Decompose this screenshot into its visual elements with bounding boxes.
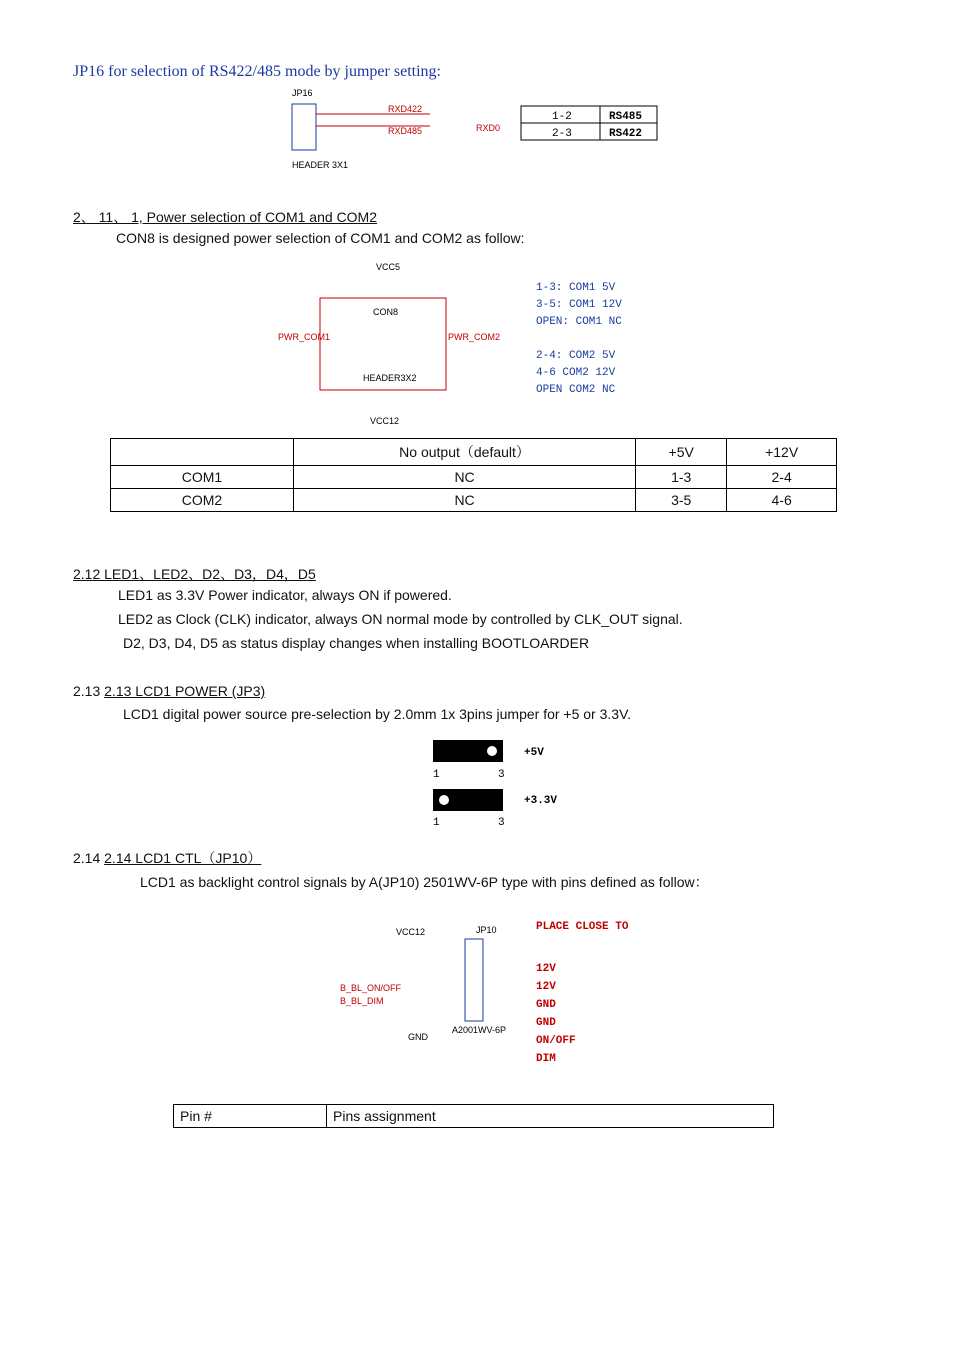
con8-note: 2-4: COM2 5V	[536, 350, 616, 362]
jp16-row2-mode: RS422	[609, 128, 643, 140]
jp10-note: DIM	[536, 1053, 556, 1065]
table-header-cell: +5V	[636, 439, 727, 466]
table-row	[111, 489, 837, 512]
d2-d5-desc: D2, D3, D4, D5 as status display changes when installing BOOTLOARDER	[123, 635, 590, 651]
jp10-schematic	[300, 915, 650, 1080]
place-close-label: PLACE CLOSE TO	[536, 921, 629, 933]
jp10-note: ON/OFF	[536, 1035, 576, 1047]
jp10-note: 12V	[536, 981, 556, 993]
con8-note: OPEN: COM1 NC	[536, 316, 622, 328]
jp16-row1-mode: RS485	[609, 111, 643, 123]
jp16-schematic	[270, 86, 680, 176]
jp10-label: JP10	[476, 925, 497, 935]
bl-dim-label: B_BL_DIM	[340, 996, 384, 1006]
led1-desc: LED1 as 3.3V Power indicator, always ON if powered.	[118, 587, 452, 603]
con8-note: 3-5: COM1 12V	[536, 299, 622, 311]
led2-desc: LED2 as Clock (CLK) indicator, always ON normal mode by controlled by CLK_OUT signal.	[118, 611, 683, 627]
pin3-label: 3	[498, 817, 505, 827]
pin3-label: 3	[498, 769, 505, 781]
header3x2-label: HEADER3X2	[363, 373, 417, 383]
pin1-label: 1	[433, 817, 440, 827]
jp16-footer: HEADER 3X1	[292, 160, 349, 170]
pwr-com2-label: PWR_COM2	[448, 332, 501, 342]
jp16-label: JP16	[292, 88, 313, 98]
table-cell: 4-6	[727, 489, 837, 512]
section-2-14-heading: 2.14 2.14 LCD1 CTL（JP10）	[73, 850, 262, 866]
jp16-row1-pins: 1-2	[552, 111, 572, 123]
table-cell: 2-4	[727, 466, 837, 489]
gnd-label: GND	[408, 1032, 428, 1042]
bl-onoff-label: B_BL_ON/OFF	[340, 983, 402, 993]
table-row	[111, 466, 837, 489]
pin1-label: 1	[433, 769, 440, 781]
con8-note: 1-3: COM1 5V	[536, 282, 616, 294]
rxd0-label: RXD0	[476, 123, 501, 133]
power-selection-table	[110, 438, 837, 512]
table-header-cell: +12V	[727, 439, 837, 466]
jp16-row2-pins: 2-3	[552, 128, 572, 140]
vcc5-label: VCC5	[376, 262, 401, 272]
pwr-com1-label: PWR_COM1	[278, 332, 331, 342]
section-2-11-heading: 2、 11、 1, Power selection of COM1 and COM2	[73, 209, 377, 225]
jp3-5v-label: +5V	[524, 747, 544, 759]
con8-schematic	[260, 258, 680, 430]
rxd422-label: RXD422	[388, 104, 423, 114]
table-cell: 1-3	[636, 466, 727, 489]
table-header-cell: Pin #	[174, 1105, 327, 1128]
section-2-14-desc: LCD1 as backlight control signals by A(JP10) 2501WV-6P type with pins defined as follow：	[140, 874, 709, 890]
jp3-3v3-label: +3.3V	[524, 795, 558, 807]
table-header-cell: No output（default）	[294, 439, 636, 466]
section-2-13-heading: 2.13 2.13 LCD1 POWER (JP3)	[73, 683, 266, 699]
jp10-note: GND	[536, 1017, 556, 1029]
pin-assignment-table	[173, 1104, 774, 1128]
con8-label: CON8	[373, 307, 399, 317]
table-cell: COM1	[111, 466, 294, 489]
table-header-cell	[111, 439, 294, 466]
jp16-heading: JP16 for selection of RS422/485 mode by jumper setting:	[73, 63, 441, 80]
table-header-cell: Pins assignment	[327, 1105, 774, 1128]
vcc12-label: VCC12	[370, 416, 400, 426]
table-cell: NC	[294, 489, 636, 512]
jp16-header	[292, 104, 316, 150]
con8-note: OPEN COM2 NC	[536, 384, 616, 396]
jp10-note: GND	[536, 999, 556, 1011]
con8-note: 4-6 COM2 12V	[536, 367, 616, 379]
jp3-jumper-diagram	[420, 735, 600, 827]
table-cell: NC	[294, 466, 636, 489]
vcc12-label: VCC12	[396, 927, 426, 937]
section-2-12-heading: 2.12 LED1、LED2、D2、D3，D4，D5	[73, 566, 316, 582]
rxd485-label: RXD485	[388, 126, 423, 136]
jp10-note: 12V	[536, 963, 556, 975]
section-2-13-desc: LCD1 digital power source pre-selection by 2.0mm 1x 3pins jumper for +5 or 3.3V.	[123, 706, 632, 722]
table-cell: 3-5	[636, 489, 727, 512]
table-cell: COM2	[111, 489, 294, 512]
section-2-11-desc: CON8 is designed power selection of COM1 and COM2 as follow:	[116, 230, 525, 246]
part-label: A2001WV-6P	[452, 1025, 507, 1035]
